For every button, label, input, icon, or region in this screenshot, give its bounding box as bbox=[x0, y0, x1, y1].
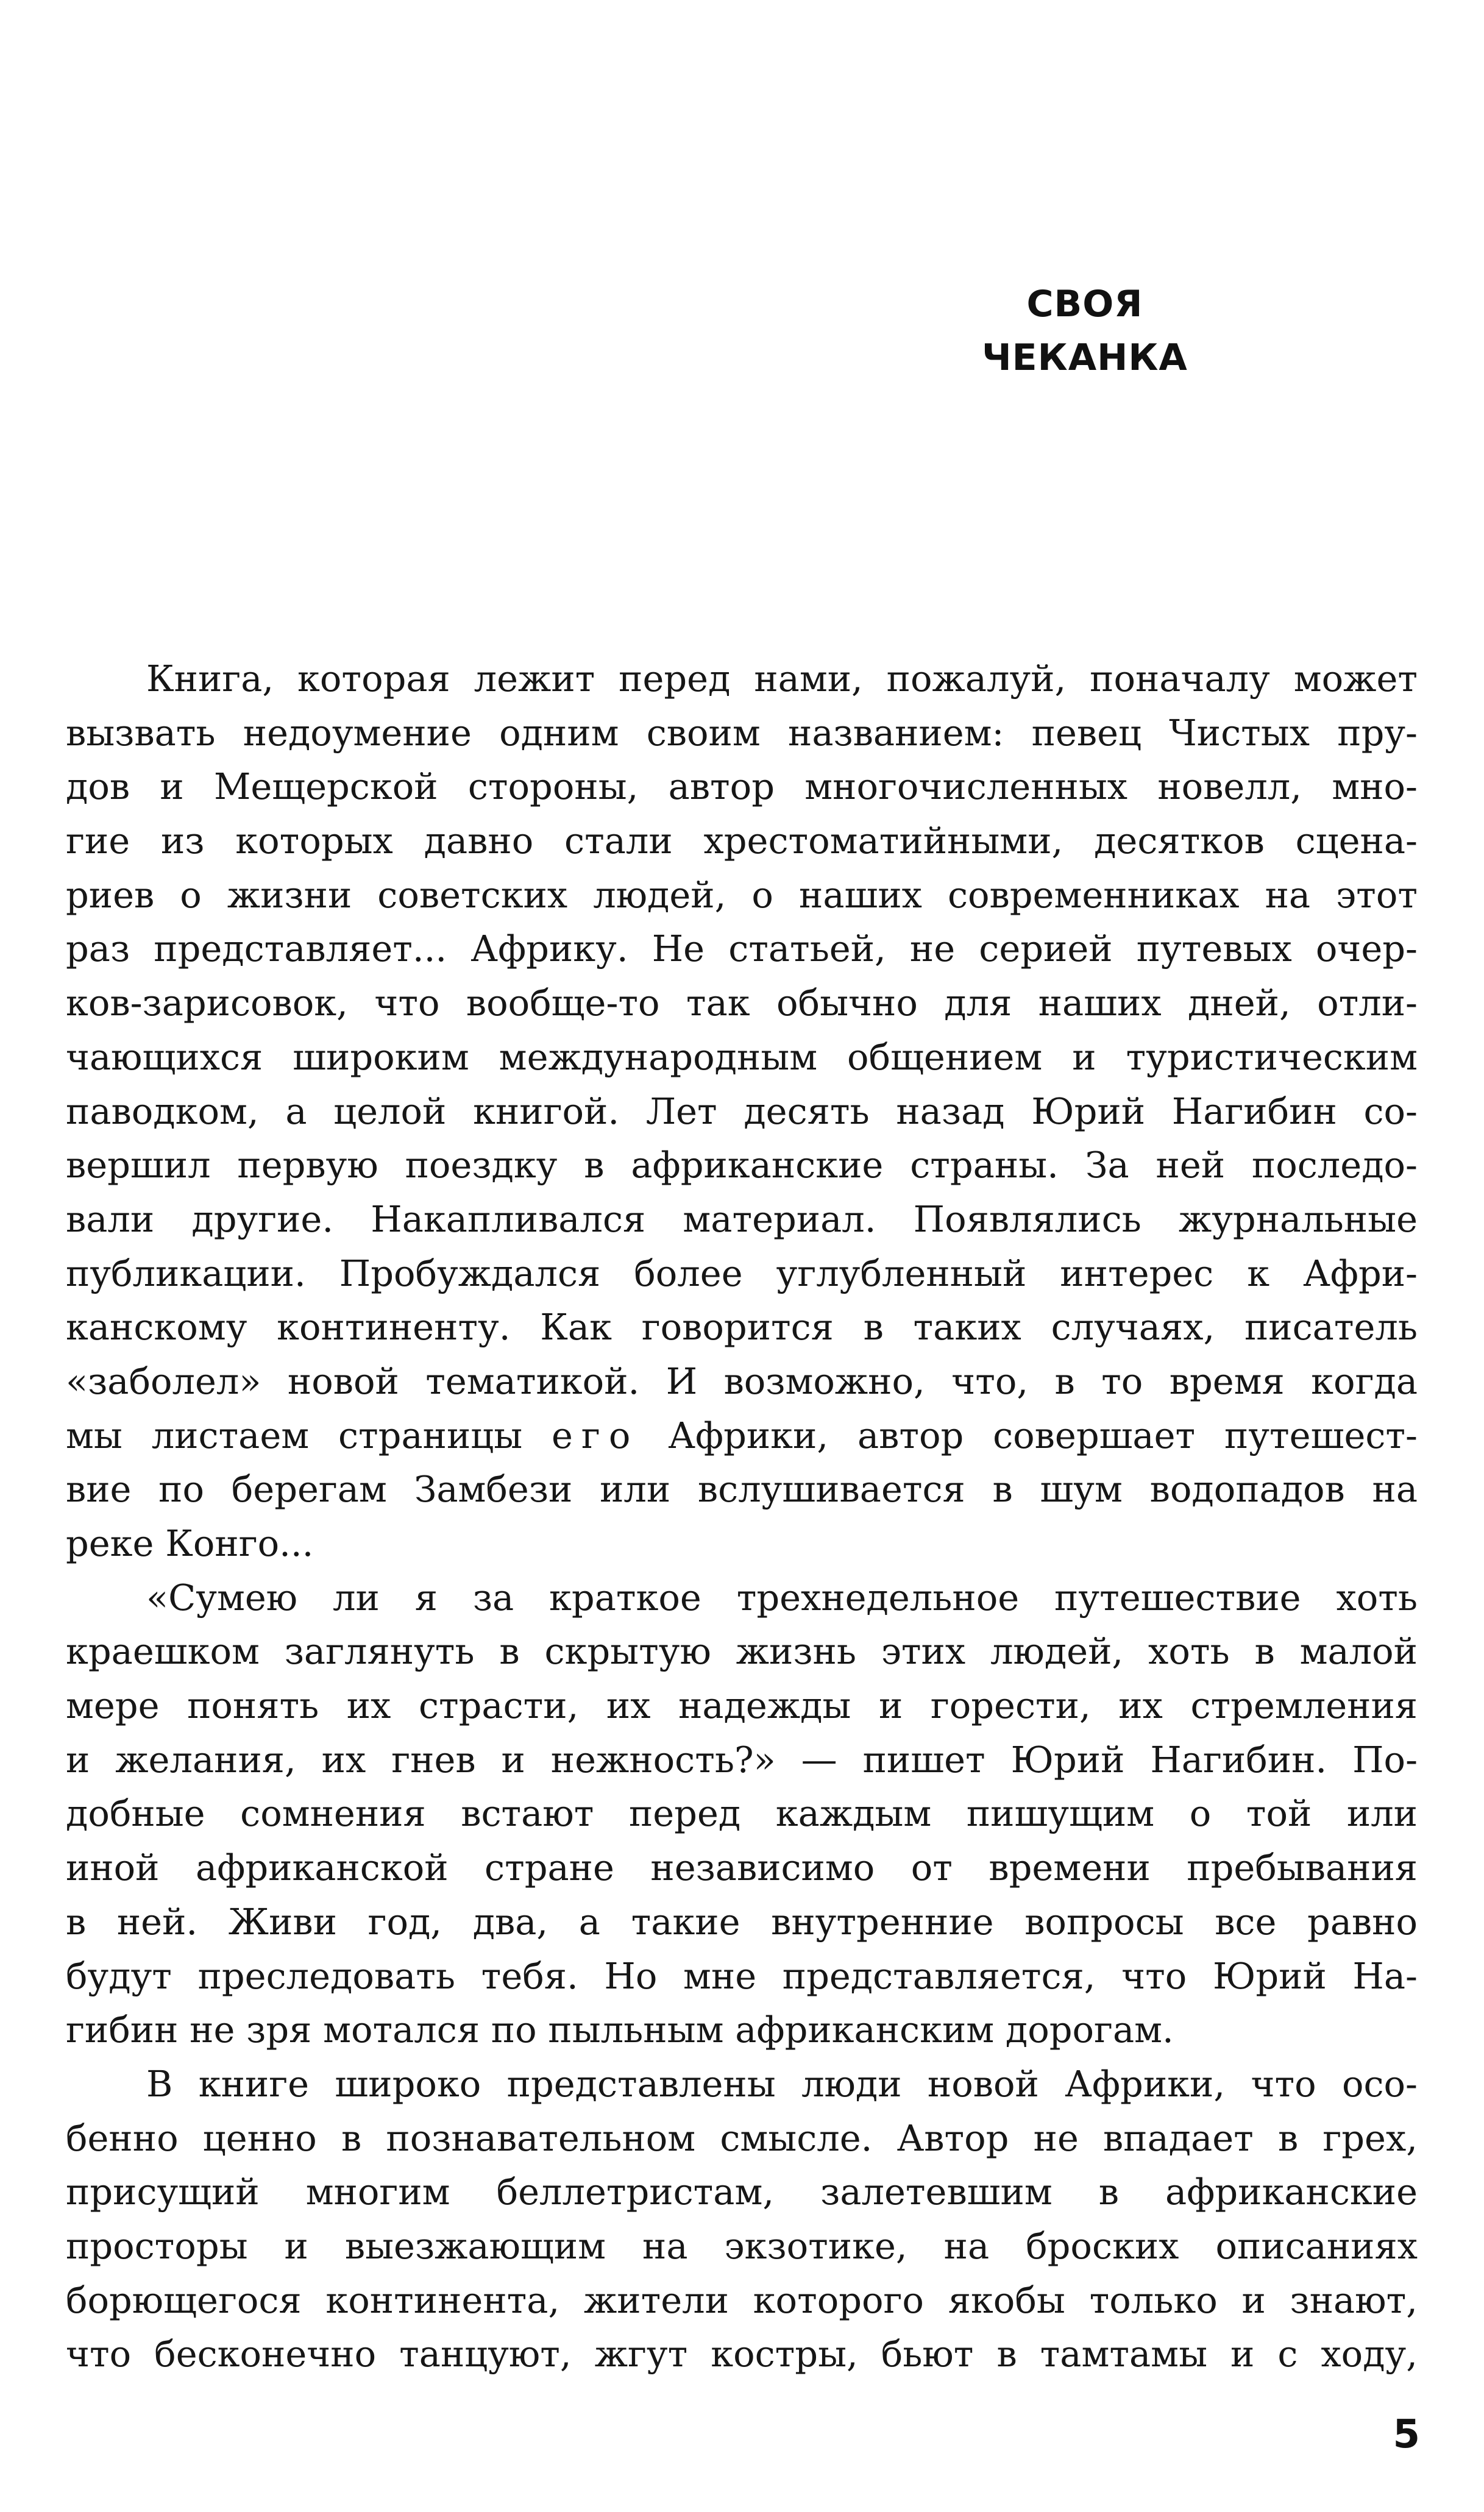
text-line: что бесконечно танцуют, жгут костры, бьют в тамтамы и с ходу, bbox=[66, 2333, 1418, 2375]
page-number: 5 bbox=[1393, 2412, 1420, 2457]
text-line: «заболел» новой тематикой. И возможно, что, в то время когда bbox=[66, 1360, 1418, 1402]
text-line: вали другие. Накапливался материал. Появлялись журнальные bbox=[66, 1197, 1418, 1240]
text-line: чающихся широким международным общением и туристическим bbox=[66, 1035, 1418, 1078]
text-line: борющегося континента, жители которого якобы только и знают, bbox=[66, 2279, 1418, 2321]
text-line: ков-зарисовок, что вообще-то так обычно для наших дней, отли- bbox=[66, 982, 1418, 1024]
text-line: Книга, которая лежит перед нами, пожалуй, поначалу может bbox=[146, 658, 1418, 700]
text-fragment: мы листаем страницы bbox=[66, 1414, 552, 1456]
text-line: канскому континенту. Как говорится в таких случаях, писатель bbox=[66, 1306, 1418, 1349]
chapter-title bbox=[908, 277, 1262, 385]
paragraph-1 bbox=[66, 652, 1418, 1571]
text-line: реке Конго... bbox=[66, 1522, 314, 1564]
text-line: гибин не зря мотался по пыльным африканским дорогам. bbox=[66, 2009, 1174, 2051]
text-line: краешком заглянуть в скрытую жизнь этих людей, хоть в малой bbox=[66, 1630, 1418, 1673]
text-line: риев о жизни советских людей, о наших современниках на этот bbox=[66, 873, 1418, 916]
paragraph-3 bbox=[66, 2057, 1418, 2382]
body-text bbox=[66, 652, 1418, 2382]
text-line: В книге широко представлены люди новой Африки, что осо- bbox=[146, 2062, 1418, 2105]
text-line: паводком, а целой книгой. Лет десять назад Юрий Нагибин со- bbox=[66, 1090, 1418, 1132]
paragraph-2 bbox=[66, 1571, 1418, 2057]
text-line: раз представляет... Африку. Не статьей, не серией путевых очер- bbox=[66, 928, 1418, 970]
text-line: дов и Мещерской стороны, автор многочисленных новелл, мно- bbox=[66, 765, 1418, 808]
chapter-title-line-2: ЧЕКАНКА bbox=[982, 336, 1188, 379]
spaced-emphasis-word: его bbox=[552, 1414, 639, 1456]
text-line: будут преследовать тебя. Но мне представляется, что Юрий На- bbox=[66, 1954, 1418, 1997]
text-line: вызвать недоумение одним своим названием: певец Чистых пру- bbox=[66, 711, 1418, 754]
chapter-title-line-1: СВОЯ bbox=[1026, 283, 1143, 325]
text-line: вие по берегам Замбези или вслушивается в шум водопадов на bbox=[66, 1468, 1418, 1511]
text-line: просторы и выезжающим на экзотике, на броских описаниях bbox=[66, 2224, 1418, 2267]
text-line-with-spaced-word bbox=[66, 1409, 1418, 1463]
text-line: в ней. Живи год, два, а такие внутренние вопросы все равно bbox=[66, 1900, 1418, 1943]
text-line: гие из которых давно стали хрестоматийными, десятков сцена- bbox=[66, 820, 1418, 862]
text-line: иной африканской стране независимо от времени пребывания bbox=[66, 1847, 1418, 1889]
text-line: и желания, их гнев и нежность?» — пишет Юрий Нагибин. По- bbox=[66, 1738, 1418, 1781]
text-line: присущий многим беллетристам, залетевшим в африканские bbox=[66, 2171, 1418, 2213]
text-line: вершил первую поездку в африканские страны. За ней последо- bbox=[66, 1144, 1418, 1187]
text-line: публикации. Пробуждался более углубленный интерес к Афри- bbox=[66, 1252, 1418, 1294]
text-line: бенно ценно в познавательном смысле. Автор не впадает в грех, bbox=[66, 2116, 1418, 2159]
text-line: добные сомнения встают перед каждым пишущим о той или bbox=[66, 1792, 1418, 1835]
text-line: мере понять их страсти, их надежды и горести, их стремления bbox=[66, 1684, 1418, 1727]
text-line: «Сумею ли я за краткое трехнедельное путешествие хоть bbox=[146, 1576, 1418, 1619]
text-fragment: Африки, автор совершает путешест- bbox=[639, 1414, 1418, 1456]
